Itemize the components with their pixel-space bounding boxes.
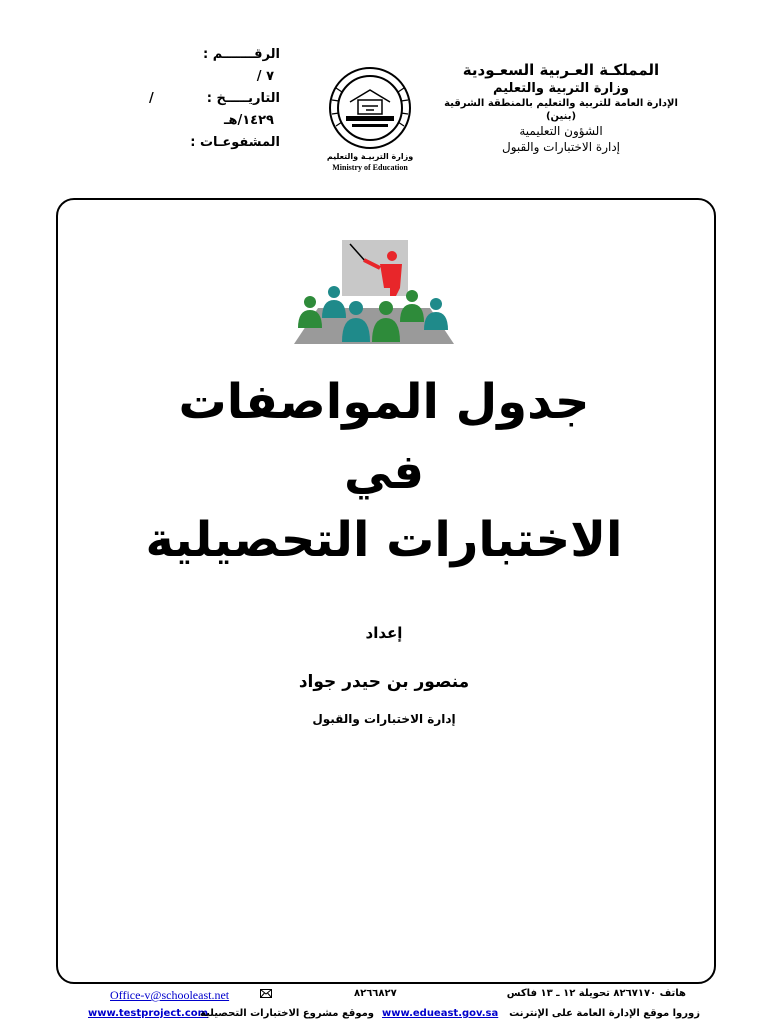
email-link[interactable]: Office-v@schooleast.net — [110, 988, 230, 1002]
visit-label: زوروا موقع الإدارة العامة على الإنترنت — [509, 1008, 700, 1019]
date-slash: / — [148, 91, 154, 106]
date-label: التاريـــــخ : — [206, 91, 280, 106]
number-value: ٧ / — [256, 69, 274, 84]
testproject-link[interactable]: www.testproject.com — [88, 1008, 209, 1019]
department-name: إدارة الاختبارات والقبول — [501, 140, 621, 154]
classroom-illustration — [294, 238, 454, 350]
date-row — [148, 88, 280, 110]
logo-caption-english: Ministry of Education — [332, 163, 408, 172]
edueast-link[interactable]: www.edueast.gov.sa — [382, 1008, 499, 1019]
title-line-3: الاختبارات التحصيلية — [145, 512, 623, 568]
author-department: إدارة الاختبارات والقبول — [312, 712, 456, 726]
title-line-2: في — [344, 444, 424, 500]
fax-number: ٨٢٦٦٨٢٧ — [354, 988, 397, 999]
document-meta-block — [148, 44, 280, 154]
number-label: الرقـــــــم : — [203, 47, 280, 62]
footer-contact-line — [60, 988, 710, 1004]
kingdom-name: المملكـة العـربية السعـودية — [462, 61, 660, 79]
ministry-name: وزارة التربية والتعليم — [493, 81, 629, 96]
author-name: منصور بن حيدر جواد — [298, 672, 470, 692]
attachments-label: المشفوعـات : — [190, 135, 280, 150]
footer-websites-line — [60, 1008, 710, 1024]
title-line-1: جدول المواصفات — [178, 374, 590, 430]
general-admin: الإدارة العامة للتربية والتعليم بالمنطقة الشرقية — [444, 98, 678, 109]
header-ministry-block — [431, 60, 691, 155]
date-value: ١٤٢٩/هـ — [224, 113, 274, 128]
phone-info: هاتف ٨٢٦٧١٧٠ تحويلة ١٢ ـ ١٣ فاكس — [506, 988, 686, 999]
logo-caption-arabic: وزارة التربيـة والتعليم — [326, 152, 414, 161]
affairs-name: الشؤون التعليمية — [519, 124, 603, 138]
envelope-icon — [260, 989, 272, 998]
project-site-label: وموقع مشروع الاختبارات التحصيلية — [200, 1008, 375, 1019]
prepared-label: إعداد — [365, 624, 403, 642]
gender-note: (بنين) — [545, 111, 577, 122]
